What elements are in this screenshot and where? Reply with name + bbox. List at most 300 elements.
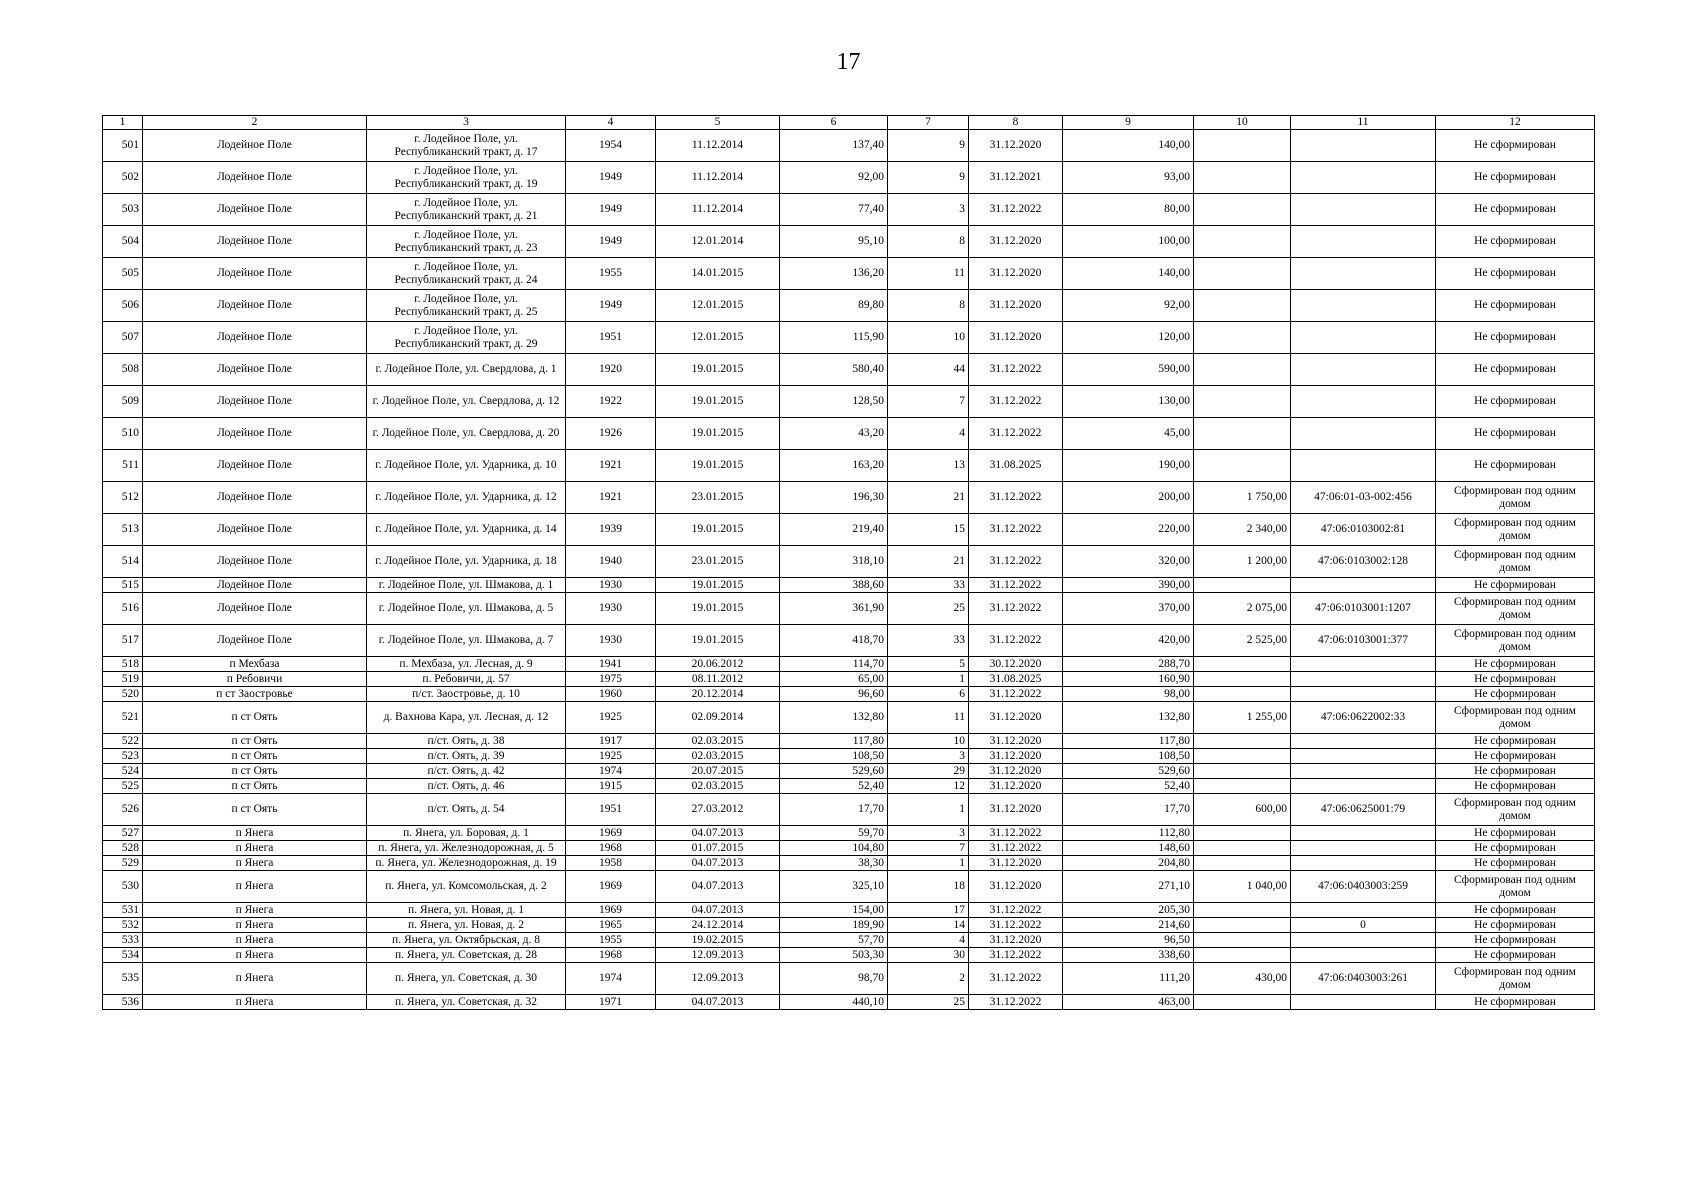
area-cell: 418,70 <box>780 625 888 657</box>
land-status-cell: Не сформирован <box>1436 856 1595 871</box>
land-area-cell <box>1194 995 1291 1010</box>
resettlement-deadline-cell: 31.12.2022 <box>969 593 1063 625</box>
area-cell: 219,40 <box>780 514 888 546</box>
address-cell: г. Лодейное Поле, ул. Шмакова, д. 5 <box>367 593 566 625</box>
table-row <box>103 995 1595 1010</box>
recognition-date-cell: 12.01.2015 <box>656 322 780 354</box>
land-area-cell <box>1194 779 1291 794</box>
recognition-date-cell: 19.01.2015 <box>656 593 780 625</box>
area-cell: 580,40 <box>780 354 888 386</box>
column-header-7: 7 <box>888 116 969 130</box>
residents-cell: 4 <box>888 418 969 450</box>
resettlement-deadline-cell: 31.12.2022 <box>969 546 1063 578</box>
land-status-cell: Не сформирован <box>1436 826 1595 841</box>
address-cell: г. Лодейное Поле, ул. Шмакова, д. 7 <box>367 625 566 657</box>
address-cell: п. Янега, ул. Боровая, д. 1 <box>367 826 566 841</box>
recognition-date-cell: 19.01.2015 <box>656 354 780 386</box>
address-cell: г. Лодейное Поле, ул. Республиканский тракт, д. 17 <box>367 130 566 162</box>
land-area-cell: 2 340,00 <box>1194 514 1291 546</box>
land-area-cell <box>1194 826 1291 841</box>
area-cell: 92,00 <box>780 162 888 194</box>
land-area-cell <box>1194 933 1291 948</box>
column-header-12: 12 <box>1436 116 1595 130</box>
recognition-date-cell: 11.12.2014 <box>656 194 780 226</box>
cadastral-number-cell <box>1291 672 1436 687</box>
cadastral-number-cell <box>1291 734 1436 749</box>
row-number-cell: 513 <box>103 514 143 546</box>
area-cell: 43,20 <box>780 418 888 450</box>
row-number-cell: 536 <box>103 995 143 1010</box>
planned-area-cell: 288,70 <box>1063 657 1194 672</box>
address-cell: п. Янега, ул. Новая, д. 1 <box>367 903 566 918</box>
cadastral-number-cell: 47:06:0403003:259 <box>1291 871 1436 903</box>
row-number-cell: 501 <box>103 130 143 162</box>
land-area-cell: 2 075,00 <box>1194 593 1291 625</box>
land-status-cell: Сформирован под одним домом <box>1436 514 1595 546</box>
row-number-cell: 532 <box>103 918 143 933</box>
settlement-cell: п ст Оять <box>143 734 367 749</box>
address-cell: г. Лодейное Поле, ул. Свердлова, д. 1 <box>367 354 566 386</box>
land-area-cell <box>1194 578 1291 593</box>
table-row <box>103 546 1595 578</box>
land-status-cell: Не сформирован <box>1436 672 1595 687</box>
address-cell: п/ст. Оять, д. 46 <box>367 779 566 794</box>
planned-area-cell: 117,80 <box>1063 734 1194 749</box>
land-status-cell: Не сформирован <box>1436 322 1595 354</box>
cadastral-number-cell: 47:06:0103002:81 <box>1291 514 1436 546</box>
row-number-cell: 529 <box>103 856 143 871</box>
area-cell: 98,70 <box>780 963 888 995</box>
residents-cell: 17 <box>888 903 969 918</box>
recognition-date-cell: 04.07.2013 <box>656 903 780 918</box>
year-built-cell: 1969 <box>566 826 656 841</box>
recognition-date-cell: 19.01.2015 <box>656 386 780 418</box>
cadastral-number-cell: 47:06:0622002:33 <box>1291 702 1436 734</box>
year-built-cell: 1930 <box>566 578 656 593</box>
cadastral-number-cell <box>1291 322 1436 354</box>
resettlement-deadline-cell: 31.12.2022 <box>969 995 1063 1010</box>
table-row <box>103 194 1595 226</box>
resettlement-deadline-cell: 31.12.2020 <box>969 734 1063 749</box>
recognition-date-cell: 23.01.2015 <box>656 482 780 514</box>
settlement-cell: Лодейное Поле <box>143 514 367 546</box>
resettlement-deadline-cell: 31.12.2020 <box>969 130 1063 162</box>
cadastral-number-cell <box>1291 386 1436 418</box>
year-built-cell: 1954 <box>566 130 656 162</box>
year-built-cell: 1949 <box>566 162 656 194</box>
table-row <box>103 764 1595 779</box>
year-built-cell: 1955 <box>566 258 656 290</box>
planned-area-cell: 112,80 <box>1063 826 1194 841</box>
table-row <box>103 672 1595 687</box>
resettlement-deadline-cell: 30.12.2020 <box>969 657 1063 672</box>
year-built-cell: 1969 <box>566 903 656 918</box>
land-area-cell: 600,00 <box>1194 794 1291 826</box>
year-built-cell: 1921 <box>566 482 656 514</box>
column-header-6: 6 <box>780 116 888 130</box>
resettlement-deadline-cell: 31.12.2022 <box>969 194 1063 226</box>
resettlement-deadline-cell: 31.12.2022 <box>969 418 1063 450</box>
table-row <box>103 794 1595 826</box>
land-area-cell <box>1194 194 1291 226</box>
row-number-cell: 531 <box>103 903 143 918</box>
column-number-row <box>103 116 1595 130</box>
address-cell: г. Лодейное Поле, ул. Республиканский тракт, д. 21 <box>367 194 566 226</box>
land-area-cell <box>1194 749 1291 764</box>
year-built-cell: 1926 <box>566 418 656 450</box>
address-cell: п/ст. Оять, д. 42 <box>367 764 566 779</box>
area-cell: 388,60 <box>780 578 888 593</box>
resettlement-deadline-cell: 31.12.2022 <box>969 578 1063 593</box>
residents-cell: 14 <box>888 918 969 933</box>
row-number-cell: 506 <box>103 290 143 322</box>
area-cell: 318,10 <box>780 546 888 578</box>
address-cell: п/ст. Оять, д. 54 <box>367 794 566 826</box>
recognition-date-cell: 12.01.2015 <box>656 290 780 322</box>
recognition-date-cell: 12.09.2013 <box>656 963 780 995</box>
planned-area-cell: 108,50 <box>1063 749 1194 764</box>
column-header-4: 4 <box>566 116 656 130</box>
address-cell: п. Мехбаза, ул. Лесная, д. 9 <box>367 657 566 672</box>
cadastral-number-cell <box>1291 450 1436 482</box>
recognition-date-cell: 02.03.2015 <box>656 734 780 749</box>
residents-cell: 8 <box>888 290 969 322</box>
land-status-cell: Не сформирован <box>1436 162 1595 194</box>
year-built-cell: 1955 <box>566 933 656 948</box>
row-number-cell: 514 <box>103 546 143 578</box>
resettlement-deadline-cell: 31.12.2022 <box>969 918 1063 933</box>
settlement-cell: п ст Оять <box>143 749 367 764</box>
year-built-cell: 1968 <box>566 948 656 963</box>
residents-cell: 2 <box>888 963 969 995</box>
housing-registry-table <box>102 115 1595 1010</box>
area-cell: 137,40 <box>780 130 888 162</box>
land-status-cell: Не сформирован <box>1436 258 1595 290</box>
planned-area-cell: 111,20 <box>1063 963 1194 995</box>
settlement-cell: Лодейное Поле <box>143 546 367 578</box>
address-cell: г. Лодейное Поле, ул. Свердлова, д. 12 <box>367 386 566 418</box>
land-area-cell: 1 200,00 <box>1194 546 1291 578</box>
recognition-date-cell: 19.01.2015 <box>656 625 780 657</box>
land-status-cell: Сформирован под одним домом <box>1436 482 1595 514</box>
land-area-cell <box>1194 450 1291 482</box>
settlement-cell: п Янега <box>143 918 367 933</box>
land-status-cell: Сформирован под одним домом <box>1436 702 1595 734</box>
table-row <box>103 826 1595 841</box>
row-number-cell: 517 <box>103 625 143 657</box>
residents-cell: 4 <box>888 933 969 948</box>
area-cell: 132,80 <box>780 702 888 734</box>
planned-area-cell: 271,10 <box>1063 871 1194 903</box>
settlement-cell: Лодейное Поле <box>143 593 367 625</box>
resettlement-deadline-cell: 31.12.2022 <box>969 625 1063 657</box>
resettlement-deadline-cell: 31.12.2022 <box>969 948 1063 963</box>
settlement-cell: Лодейное Поле <box>143 450 367 482</box>
address-cell: п. Ребовичи, д. 57 <box>367 672 566 687</box>
column-header-9: 9 <box>1063 116 1194 130</box>
resettlement-deadline-cell: 31.12.2020 <box>969 779 1063 794</box>
area-cell: 95,10 <box>780 226 888 258</box>
land-status-cell: Не сформирован <box>1436 779 1595 794</box>
column-header-2: 2 <box>143 116 367 130</box>
year-built-cell: 1960 <box>566 687 656 702</box>
area-cell: 89,80 <box>780 290 888 322</box>
table-body <box>103 130 1595 1010</box>
settlement-cell: п ст Оять <box>143 702 367 734</box>
area-cell: 325,10 <box>780 871 888 903</box>
year-built-cell: 1951 <box>566 322 656 354</box>
land-status-cell: Не сформирован <box>1436 734 1595 749</box>
table-row <box>103 841 1595 856</box>
residents-cell: 3 <box>888 826 969 841</box>
land-status-cell: Не сформирован <box>1436 995 1595 1010</box>
page-number: 17 <box>836 49 861 75</box>
land-status-cell: Не сформирован <box>1436 918 1595 933</box>
year-built-cell: 1917 <box>566 734 656 749</box>
cadastral-number-cell <box>1291 354 1436 386</box>
residents-cell: 12 <box>888 779 969 794</box>
planned-area-cell: 338,60 <box>1063 948 1194 963</box>
cadastral-number-cell <box>1291 903 1436 918</box>
residents-cell: 21 <box>888 482 969 514</box>
land-area-cell <box>1194 162 1291 194</box>
settlement-cell: п Янега <box>143 933 367 948</box>
planned-area-cell: 130,00 <box>1063 386 1194 418</box>
resettlement-deadline-cell: 31.12.2020 <box>969 871 1063 903</box>
settlement-cell: Лодейное Поле <box>143 482 367 514</box>
area-cell: 361,90 <box>780 593 888 625</box>
year-built-cell: 1968 <box>566 841 656 856</box>
cadastral-number-cell <box>1291 995 1436 1010</box>
recognition-date-cell: 19.02.2015 <box>656 933 780 948</box>
year-built-cell: 1975 <box>566 672 656 687</box>
table-row <box>103 322 1595 354</box>
land-status-cell: Не сформирован <box>1436 226 1595 258</box>
recognition-date-cell: 14.01.2015 <box>656 258 780 290</box>
planned-area-cell: 190,00 <box>1063 450 1194 482</box>
planned-area-cell: 140,00 <box>1063 130 1194 162</box>
resettlement-deadline-cell: 31.12.2022 <box>969 841 1063 856</box>
cadastral-number-cell <box>1291 933 1436 948</box>
row-number-cell: 511 <box>103 450 143 482</box>
resettlement-deadline-cell: 31.12.2020 <box>969 290 1063 322</box>
residents-cell: 25 <box>888 995 969 1010</box>
column-header-11: 11 <box>1291 116 1436 130</box>
residents-cell: 21 <box>888 546 969 578</box>
year-built-cell: 1920 <box>566 354 656 386</box>
planned-area-cell: 148,60 <box>1063 841 1194 856</box>
table-row <box>103 687 1595 702</box>
cadastral-number-cell: 47:06:0403003:261 <box>1291 963 1436 995</box>
settlement-cell: Лодейное Поле <box>143 386 367 418</box>
row-number-cell: 528 <box>103 841 143 856</box>
recognition-date-cell: 20.06.2012 <box>656 657 780 672</box>
row-number-cell: 502 <box>103 162 143 194</box>
row-number-cell: 508 <box>103 354 143 386</box>
year-built-cell: 1941 <box>566 657 656 672</box>
land-status-cell: Не сформирован <box>1436 290 1595 322</box>
recognition-date-cell: 19.01.2015 <box>656 578 780 593</box>
table-row <box>103 226 1595 258</box>
planned-area-cell: 220,00 <box>1063 514 1194 546</box>
settlement-cell: Лодейное Поле <box>143 625 367 657</box>
table-row <box>103 702 1595 734</box>
cadastral-number-cell <box>1291 290 1436 322</box>
residents-cell: 3 <box>888 749 969 764</box>
land-status-cell: Не сформирован <box>1436 418 1595 450</box>
land-status-cell: Не сформирован <box>1436 450 1595 482</box>
table-row <box>103 578 1595 593</box>
address-cell: г. Лодейное Поле, ул. Ударника, д. 12 <box>367 482 566 514</box>
residents-cell: 11 <box>888 258 969 290</box>
recognition-date-cell: 11.12.2014 <box>656 162 780 194</box>
land-area-cell: 1 255,00 <box>1194 702 1291 734</box>
cadastral-number-cell: 47:06:0625001:79 <box>1291 794 1436 826</box>
resettlement-deadline-cell: 31.12.2020 <box>969 749 1063 764</box>
row-number-cell: 516 <box>103 593 143 625</box>
year-built-cell: 1974 <box>566 963 656 995</box>
residents-cell: 29 <box>888 764 969 779</box>
area-cell: 136,20 <box>780 258 888 290</box>
recognition-date-cell: 04.07.2013 <box>656 871 780 903</box>
cadastral-number-cell: 47:06:0103001:1207 <box>1291 593 1436 625</box>
row-number-cell: 525 <box>103 779 143 794</box>
land-status-cell: Не сформирован <box>1436 749 1595 764</box>
planned-area-cell: 463,00 <box>1063 995 1194 1010</box>
row-number-cell: 509 <box>103 386 143 418</box>
address-cell: п. Янега, ул. Советская, д. 28 <box>367 948 566 963</box>
column-header-1: 1 <box>103 116 143 130</box>
recognition-date-cell: 19.01.2015 <box>656 514 780 546</box>
land-status-cell: Не сформирован <box>1436 130 1595 162</box>
planned-area-cell: 93,00 <box>1063 162 1194 194</box>
address-cell: п. Янега, ул. Советская, д. 30 <box>367 963 566 995</box>
resettlement-deadline-cell: 31.12.2022 <box>969 386 1063 418</box>
planned-area-cell: 92,00 <box>1063 290 1194 322</box>
land-status-cell: Не сформирован <box>1436 764 1595 779</box>
recognition-date-cell: 24.12.2014 <box>656 918 780 933</box>
land-area-cell <box>1194 764 1291 779</box>
row-number-cell: 504 <box>103 226 143 258</box>
recognition-date-cell: 04.07.2013 <box>656 826 780 841</box>
year-built-cell: 1965 <box>566 918 656 933</box>
land-area-cell: 1 040,00 <box>1194 871 1291 903</box>
residents-cell: 30 <box>888 948 969 963</box>
table-row <box>103 749 1595 764</box>
settlement-cell: Лодейное Поле <box>143 354 367 386</box>
land-area-cell <box>1194 687 1291 702</box>
recognition-date-cell: 27.03.2012 <box>656 794 780 826</box>
residents-cell: 18 <box>888 871 969 903</box>
residents-cell: 11 <box>888 702 969 734</box>
residents-cell: 9 <box>888 162 969 194</box>
land-area-cell <box>1194 734 1291 749</box>
address-cell: п/ст. Оять, д. 38 <box>367 734 566 749</box>
area-cell: 440,10 <box>780 995 888 1010</box>
table-row <box>103 871 1595 903</box>
resettlement-deadline-cell: 31.12.2022 <box>969 963 1063 995</box>
address-cell: г. Лодейное Поле, ул. Шмакова, д. 1 <box>367 578 566 593</box>
row-number-cell: 510 <box>103 418 143 450</box>
area-cell: 154,00 <box>780 903 888 918</box>
resettlement-deadline-cell: 31.12.2020 <box>969 226 1063 258</box>
settlement-cell: Лодейное Поле <box>143 194 367 226</box>
year-built-cell: 1925 <box>566 702 656 734</box>
cadastral-number-cell <box>1291 826 1436 841</box>
area-cell: 57,70 <box>780 933 888 948</box>
cadastral-number-cell <box>1291 194 1436 226</box>
row-number-cell: 515 <box>103 578 143 593</box>
settlement-cell: Лодейное Поле <box>143 162 367 194</box>
land-status-cell: Не сформирован <box>1436 841 1595 856</box>
planned-area-cell: 96,50 <box>1063 933 1194 948</box>
year-built-cell: 1949 <box>566 226 656 258</box>
land-area-cell <box>1194 918 1291 933</box>
recognition-date-cell: 08.11.2012 <box>656 672 780 687</box>
year-built-cell: 1940 <box>566 546 656 578</box>
residents-cell: 6 <box>888 687 969 702</box>
resettlement-deadline-cell: 31.12.2022 <box>969 687 1063 702</box>
resettlement-deadline-cell: 31.08.2025 <box>969 672 1063 687</box>
land-status-cell: Сформирован под одним домом <box>1436 794 1595 826</box>
settlement-cell: п Янега <box>143 995 367 1010</box>
settlement-cell: Лодейное Поле <box>143 322 367 354</box>
year-built-cell: 1971 <box>566 995 656 1010</box>
settlement-cell: п Янега <box>143 963 367 995</box>
cadastral-number-cell: 47:06:01-03-002:456 <box>1291 482 1436 514</box>
row-number-cell: 519 <box>103 672 143 687</box>
area-cell: 128,50 <box>780 386 888 418</box>
land-status-cell: Сформирован под одним домом <box>1436 963 1595 995</box>
column-header-8: 8 <box>969 116 1063 130</box>
recognition-date-cell: 23.01.2015 <box>656 546 780 578</box>
row-number-cell: 534 <box>103 948 143 963</box>
table-row <box>103 918 1595 933</box>
land-status-cell: Сформирован под одним домом <box>1436 871 1595 903</box>
row-number-cell: 527 <box>103 826 143 841</box>
settlement-cell: Лодейное Поле <box>143 290 367 322</box>
land-area-cell <box>1194 322 1291 354</box>
settlement-cell: п Янега <box>143 903 367 918</box>
land-area-cell <box>1194 948 1291 963</box>
cadastral-number-cell: 47:06:0103002:128 <box>1291 546 1436 578</box>
year-built-cell: 1922 <box>566 386 656 418</box>
settlement-cell: Лодейное Поле <box>143 130 367 162</box>
land-area-cell: 430,00 <box>1194 963 1291 995</box>
planned-area-cell: 100,00 <box>1063 226 1194 258</box>
table-row <box>103 354 1595 386</box>
resettlement-deadline-cell: 31.12.2022 <box>969 354 1063 386</box>
area-cell: 96,60 <box>780 687 888 702</box>
residents-cell: 1 <box>888 672 969 687</box>
area-cell: 104,80 <box>780 841 888 856</box>
planned-area-cell: 204,80 <box>1063 856 1194 871</box>
resettlement-deadline-cell: 31.12.2020 <box>969 856 1063 871</box>
year-built-cell: 1958 <box>566 856 656 871</box>
area-cell: 114,70 <box>780 657 888 672</box>
table-row <box>103 963 1595 995</box>
area-cell: 77,40 <box>780 194 888 226</box>
land-status-cell: Сформирован под одним домом <box>1436 625 1595 657</box>
table-row <box>103 856 1595 871</box>
area-cell: 115,90 <box>780 322 888 354</box>
cadastral-number-cell <box>1291 578 1436 593</box>
planned-area-cell: 205,30 <box>1063 903 1194 918</box>
address-cell: д. Вахнова Кара, ул. Лесная, д. 12 <box>367 702 566 734</box>
cadastral-number-cell <box>1291 779 1436 794</box>
area-cell: 117,80 <box>780 734 888 749</box>
residents-cell: 3 <box>888 194 969 226</box>
